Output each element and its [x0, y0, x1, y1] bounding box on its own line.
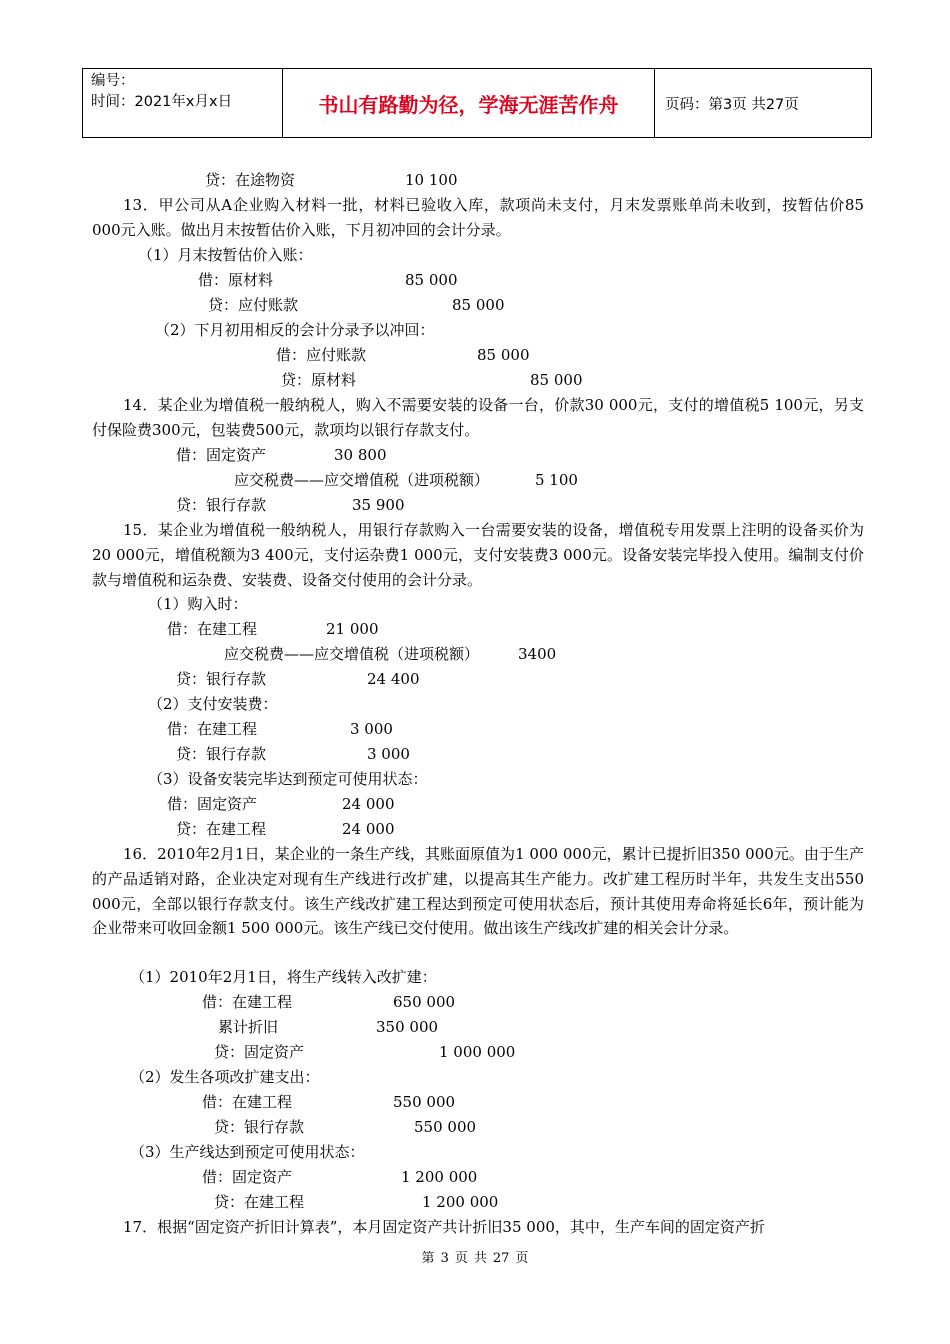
- entry-label: 贷：应付账款: [208, 296, 299, 314]
- header-motto: 书山有路勤为径，学海无涯苦作舟: [283, 69, 655, 137]
- serial-label: 编号：: [91, 73, 135, 89]
- step-heading: （1）购入时：: [148, 595, 248, 613]
- entry-label: 贷：在建工程: [214, 1193, 305, 1211]
- entry-amount: 35 900: [352, 496, 405, 514]
- header-meta: [83, 69, 283, 137]
- entry-label: 借：原材料: [198, 271, 274, 289]
- entry-amount: 24 000: [342, 820, 395, 838]
- step-heading: （2）下月初用相反的会计分录予以冲回：: [155, 321, 435, 339]
- entry-label: 借：在建工程: [202, 993, 293, 1011]
- entry-amount: 5 100: [535, 471, 578, 489]
- step-heading: （3）设备安装完毕达到预定可使用状态：: [148, 770, 428, 788]
- step-heading: （3）生产线达到预定可使用状态：: [130, 1143, 365, 1161]
- entry-amount: 85 000: [452, 296, 505, 314]
- entry-label: 贷：银行存款: [214, 1118, 305, 1136]
- entry-label: 贷：银行存款: [176, 745, 267, 763]
- page-footer: [0, 1247, 950, 1266]
- entry-label: 贷：在建工程: [176, 820, 267, 838]
- entry-amount: 21 000: [326, 620, 379, 638]
- question-14: 14．某企业为增值税一般纳税人，购入不需要安装的设备一台，价款30 000元，支付的增值税5 100元，另支付保险费300元，包装费500元，款项均以银行存款支付。: [92, 396, 864, 439]
- entry-label: 借：固定资产: [167, 795, 258, 813]
- entry-label: 贷：固定资产: [214, 1043, 305, 1061]
- question-16: 16．2010年2月1日，某企业的一条生产线，其账面原值为1 000 000元，累计已提折旧350 000元。由于生产的产品适销对路，企业决定对现有生产线进行改扩建，以提高其生产能力。改扩建工程历时半年，共发生支出550 000元，全部以银行存款支付。该生产线改扩建工程达到预定可使用状态后，预计其使用寿命将延长6年，预计能为企业带来可收回金额1 500 000元。该生产线已交付使用。做出该生产线改扩建的相关会计分录。: [92, 845, 864, 938]
- entry-amount: 24 400: [367, 670, 420, 688]
- footer-word: 共: [473, 1251, 487, 1266]
- entry-amount: 85 000: [530, 371, 583, 389]
- entry-amount: 85 000: [477, 346, 530, 364]
- entry-amount: 3 000: [350, 720, 393, 738]
- entry-amount: 1 000 000: [439, 1043, 516, 1061]
- entry-amount: 30 800: [334, 446, 387, 464]
- entry-amount: 350 000: [376, 1018, 439, 1036]
- entry-label: 借：固定资产: [176, 446, 267, 464]
- step-heading: （2）发生各项改扩建支出：: [130, 1068, 320, 1086]
- question-15: 15．某企业为增值税一般纳税人，用银行存款购入一台需要安装的设备，增值税专用发票上注明的设备买价为20 000元，增值税额为3 400元，支付运杂费1 000元，支付安装费3 000元。设备安装完毕投入使用。编制支付价款与增值税和运杂费、安装费、设备交付使用的会计分录。: [92, 521, 864, 589]
- entry-amount: 24 000: [342, 795, 395, 813]
- entry-label: 借：在建工程: [202, 1093, 293, 1111]
- entry-label: 累计折旧: [218, 1018, 279, 1036]
- entry-label: 贷：银行存款: [176, 670, 267, 688]
- entry-amount: 650 000: [393, 993, 456, 1011]
- entry-amount: 85 000: [405, 271, 458, 289]
- entry-amount: 550 000: [393, 1093, 456, 1111]
- date-label: 时间：2021年x月x日: [91, 94, 233, 110]
- entry-label: 贷：银行存款: [176, 496, 267, 514]
- entry-label: 借：在建工程: [167, 620, 258, 638]
- step-heading: （1）月末按暂估价入账：: [138, 246, 313, 264]
- step-heading: （1）2010年2月1日，将生产线转入改扩建：: [130, 968, 437, 986]
- entry-amount: 1 200 000: [401, 1168, 478, 1186]
- header-page-label: 页码：第3页 共27页: [665, 96, 799, 113]
- footer-page-number: 3: [440, 1251, 449, 1266]
- entry-amount: 550 000: [414, 1118, 477, 1136]
- entry-label: 应交税费——应交增值税（进项税额）: [224, 645, 480, 663]
- entry-label: 借：固定资产: [202, 1168, 293, 1186]
- entry-label: 应交税费——应交增值税（进项税额）: [234, 471, 490, 489]
- question-13: 13．甲公司从A企业购入材料一批，材料已验收入库，款项尚未支付，月末发票账单尚未收到，按暂估价85 000元入账。做出月末按暂估价入账，下月初冲回的会计分录。: [92, 196, 864, 239]
- entry-label: 贷：原材料: [281, 371, 357, 389]
- entry-amount: 3400: [518, 645, 557, 663]
- footer-word: 页: [515, 1251, 529, 1266]
- entry-amount: 1 200 000: [422, 1193, 499, 1211]
- entry-label: 借：应付账款: [276, 346, 367, 364]
- entry-amount: 10 100: [405, 171, 458, 189]
- question-17: 17．根据“固定资产折旧计算表”，本月固定资产共计折旧35 000，其中，生产车间的固定资产折: [123, 1218, 765, 1236]
- entry-label: 借：在建工程: [167, 720, 258, 738]
- footer-total-pages: 27: [492, 1251, 510, 1266]
- entry-amount: 3 000: [367, 745, 410, 763]
- page-header: [82, 68, 872, 138]
- step-heading: （2）支付安装费：: [148, 695, 278, 713]
- footer-word: 页: [454, 1251, 468, 1266]
- footer-word: 第: [421, 1251, 435, 1266]
- entry-label: 贷：在途物资: [205, 171, 296, 189]
